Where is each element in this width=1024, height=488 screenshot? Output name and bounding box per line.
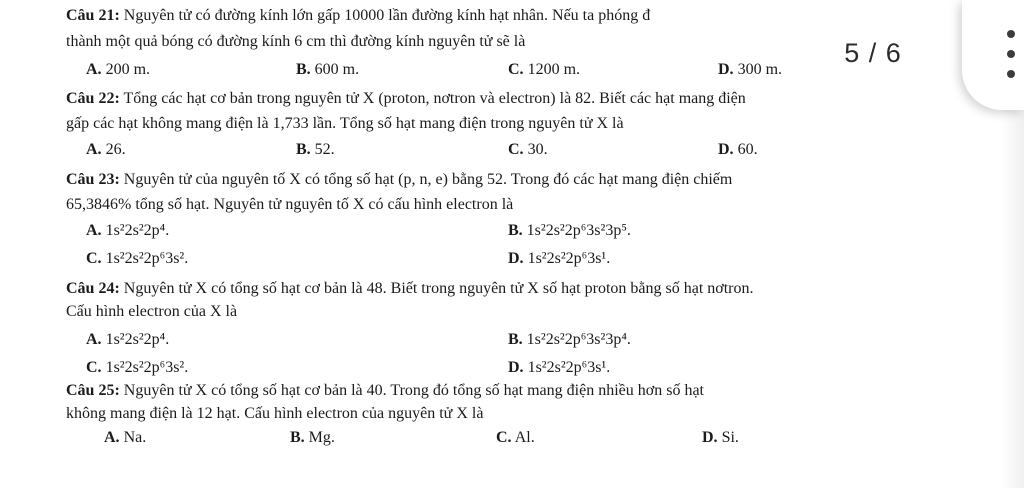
question-24-label: Câu 24: (66, 280, 120, 297)
question-25-label: Câu 25: (66, 382, 120, 399)
menu-dot (1007, 70, 1015, 78)
question-24-option-c: C. 1s²2s²2p⁶3s². (86, 359, 189, 376)
question-23-option-a: A. 1s²2s²2p⁴. (86, 222, 170, 239)
question-25-text-1: Nguyên tử X có tổng số hạt cơ bản là 40. Trong đó tổng số hạt mang điện nhiều hơn số hạt (123, 382, 704, 399)
menu-dot (1007, 50, 1015, 58)
question-23-line-1 (66, 170, 732, 190)
question-21-option-c: C. 1200 m. (508, 61, 581, 78)
question-21-line-1 (66, 6, 650, 26)
question-24-option-a: A. 1s²2s²2p⁴. (86, 331, 170, 348)
question-22-label: Câu 22: (66, 90, 120, 107)
question-21-option-a: A. 200 m. (86, 61, 151, 78)
question-23-option-c: C. 1s²2s²2p⁶3s². (86, 250, 189, 267)
question-22-option-b: B. 52. (296, 141, 335, 158)
question-22-text-1: Tổng các hạt cơ bản trong nguyên tử X (proton, nơtron và electron) là 82. Biết các hạt mang điện (123, 90, 746, 107)
question-21-label: Câu 21: (66, 7, 120, 24)
question-25-option-b: B. Mg. (290, 429, 335, 446)
question-22-line-2: gấp các hạt không mang điện là 1,733 lần. Tổng số hạt mang điện trong nguyên tử X là (66, 115, 624, 132)
more-vertical-icon[interactable] (998, 30, 1024, 78)
page-indicator: 5 / 6 (814, 28, 932, 78)
question-24-line-2: Cấu hình electron của X là (66, 303, 238, 320)
question-23-option-b: B. 1s²2s²2p⁶3s²3p⁵. (508, 222, 631, 239)
question-21-line-2: thành một quả bóng có đường kính 6 cm thì đường kính nguyên tử sẽ là (66, 33, 526, 50)
question-23-line-2: 65,3846% tổng số hạt. Nguyên tử nguyên tố X có cấu hình electron là (66, 196, 514, 213)
question-25-line-1 (66, 381, 704, 401)
question-25-option-c: C. Al. (496, 429, 535, 446)
question-23-label: Câu 23: (66, 171, 120, 188)
question-24-option-d: D. 1s²2s²2p⁶3s¹. (508, 359, 611, 376)
question-21-option-d: D. 300 m. (718, 61, 783, 78)
question-24-option-b: B. 1s²2s²2p⁶3s²3p⁴. (508, 331, 631, 348)
question-25-option-a: A. Na. (104, 429, 147, 446)
question-24-text-1: Nguyên tử X có tổng số hạt cơ bản là 48. Biết trong nguyên tử X số hạt proton bằng số hạt nơtron. (123, 280, 754, 297)
question-25-line-2: không mang điện là 12 hạt. Cấu hình electron của nguyên tử X là (66, 405, 484, 422)
question-22-line-1 (66, 89, 746, 109)
menu-dot (1007, 30, 1015, 38)
question-22-option-c: C. 30. (508, 141, 548, 158)
question-21-text-1: Nguyên tử có đường kính lớn gấp 10000 lần đường kính hạt nhân. Nếu ta phóng đ (123, 7, 651, 24)
page-edge-shadow (1000, 110, 1024, 488)
question-22-option-a: A. 26. (86, 141, 126, 158)
question-23-text-1: Nguyên tử của nguyên tố X có tổng số hạt (p, n, e) bằng 52. Trong đó các hạt mang điện chiếm (123, 171, 733, 188)
question-22-option-d: D. 60. (718, 141, 758, 158)
question-24-line-1 (66, 279, 754, 299)
question-21-option-b: B. 600 m. (296, 61, 360, 78)
question-25-option-d: D. Si. (702, 429, 739, 446)
question-23-option-d: D. 1s²2s²2p⁶3s¹. (508, 250, 611, 267)
